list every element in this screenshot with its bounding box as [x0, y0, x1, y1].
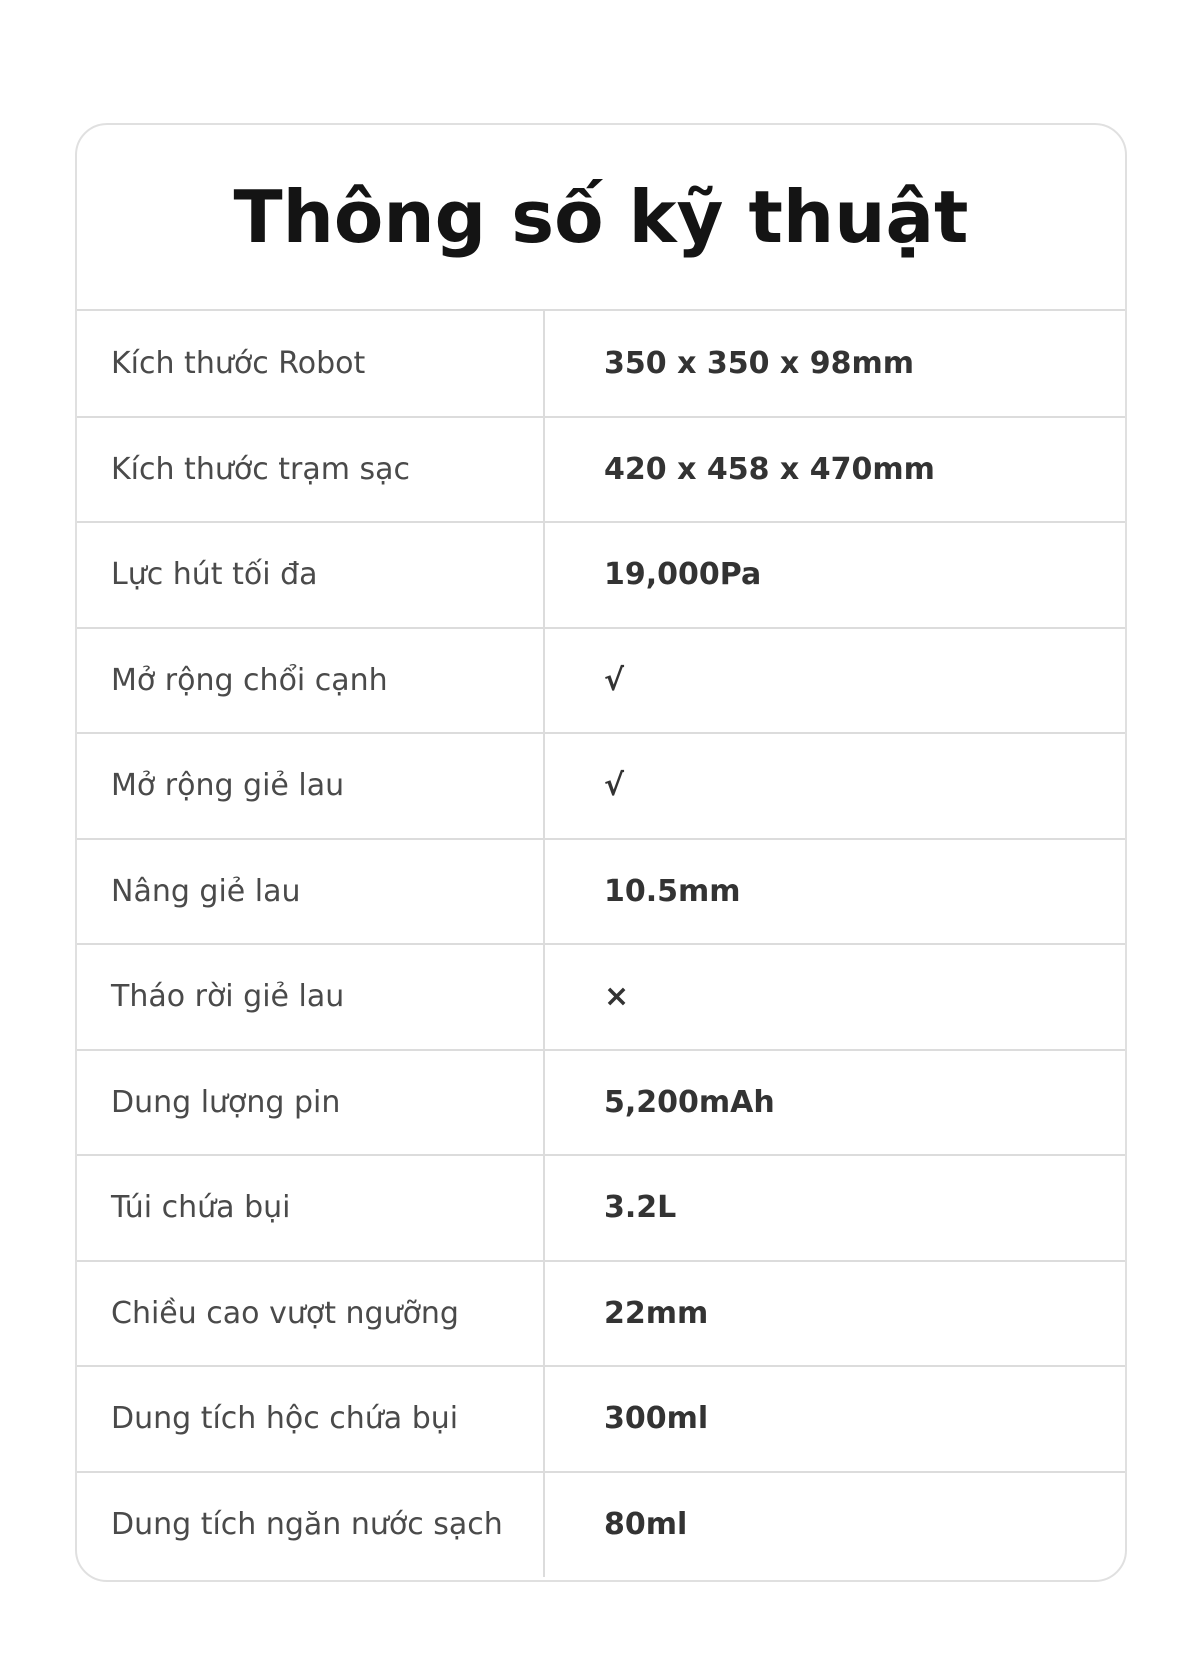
spec-card: [75, 123, 1127, 1582]
spec-label: Lực hút tối đa: [77, 522, 544, 628]
check-mark-icon: √: [544, 628, 1125, 734]
page-title: Thông số kỹ thuật: [233, 175, 969, 259]
table-row: [77, 311, 1125, 417]
spec-value: 19,000Pa: [544, 522, 1125, 628]
spec-value: 5,200mAh: [544, 1050, 1125, 1156]
spec-label: Chiều cao vượt ngưỡng: [77, 1261, 544, 1367]
spec-label: Mở rộng chổi cạnh: [77, 628, 544, 734]
spec-value: 420 x 458 x 470mm: [544, 417, 1125, 523]
spec-value: 3.2L: [544, 1155, 1125, 1261]
spec-value: 10.5mm: [544, 839, 1125, 945]
spec-label: Dung tích ngăn nước sạch: [77, 1472, 544, 1578]
table-row: [77, 1472, 1125, 1578]
table-row: [77, 1366, 1125, 1472]
spec-value: 350 x 350 x 98mm: [604, 345, 914, 381]
spec-label: Túi chứa bụi: [77, 1155, 544, 1261]
table-row: [77, 944, 1125, 1050]
check-mark-icon: √: [544, 733, 1125, 839]
title-area: [77, 125, 1125, 311]
table-row: [77, 839, 1125, 945]
table-row: [77, 1261, 1125, 1367]
table-row: [77, 522, 1125, 628]
table-row: [77, 1050, 1125, 1156]
spec-label: Kích thước Robot: [77, 311, 544, 417]
spec-label: Tháo rời giẻ lau: [77, 944, 544, 1050]
table-row: [77, 628, 1125, 734]
table-row: [77, 417, 1125, 523]
spec-label: Kích thước trạm sạc: [77, 417, 544, 523]
table-row: [77, 1155, 1125, 1261]
spec-value: 80ml: [544, 1472, 1125, 1578]
spec-label: Nâng giẻ lau: [77, 839, 544, 945]
spec-value: 300ml: [544, 1366, 1125, 1472]
cross-mark-icon: ×: [544, 944, 1125, 1050]
spec-label: Mở rộng giẻ lau: [77, 733, 544, 839]
spec-value: 22mm: [544, 1261, 1125, 1367]
spec-label: Dung lượng pin: [77, 1050, 544, 1156]
table-row: [77, 733, 1125, 839]
spec-label: Dung tích hộc chứa bụi: [77, 1366, 544, 1472]
spec-table: [77, 311, 1125, 1577]
